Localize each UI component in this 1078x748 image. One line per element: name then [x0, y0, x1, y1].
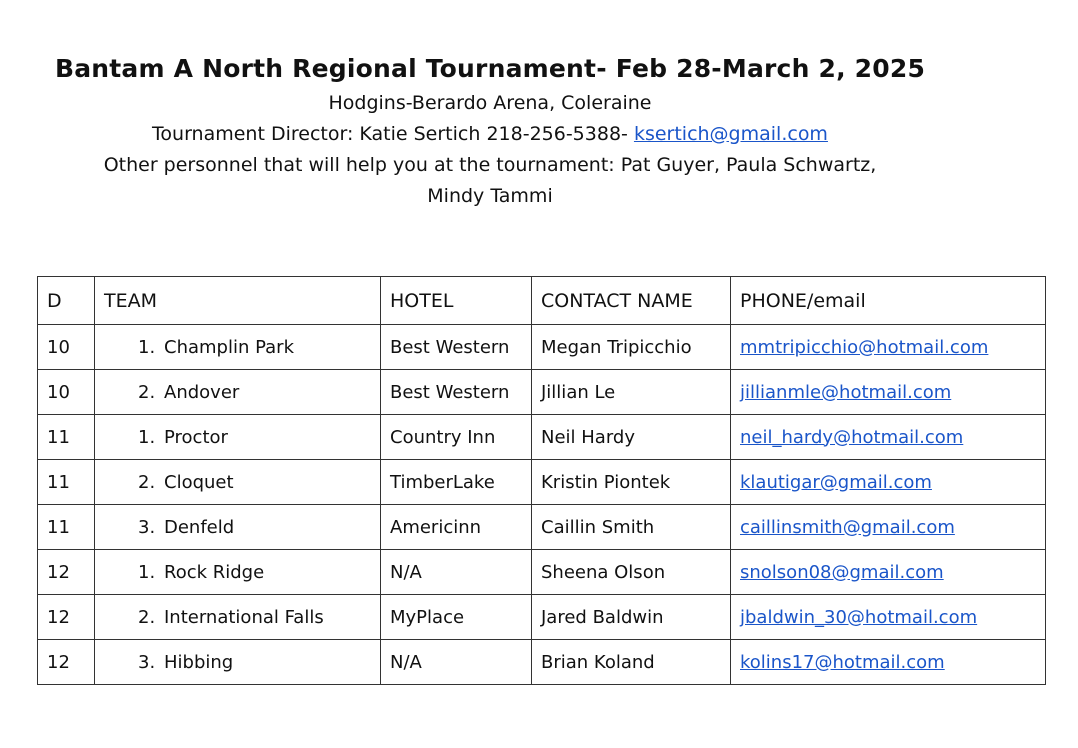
contact-name-cell: Jared Baldwin [532, 595, 731, 640]
team-name: International Falls [164, 606, 324, 628]
hotel-cell: TimberLake [381, 460, 532, 505]
venue-line: Hodgins-Berardo Arena, Coleraine [328, 92, 652, 114]
table-header-row [38, 277, 1046, 325]
division-cell: 11 [38, 460, 95, 505]
division-cell: 11 [38, 505, 95, 550]
team-rank: 1. [138, 561, 156, 583]
header-d: D [38, 277, 95, 325]
table-row [38, 325, 1046, 370]
table-row [38, 370, 1046, 415]
team-rank: 2. [138, 606, 156, 628]
division-cell: 12 [38, 550, 95, 595]
contact-name-cell: Neil Hardy [532, 415, 731, 460]
team-cell [95, 325, 381, 370]
hotel-cell: Best Western [381, 325, 532, 370]
division-cell: 12 [38, 595, 95, 640]
team-name: Cloquet [164, 471, 234, 493]
contact-name-cell: Jillian Le [532, 370, 731, 415]
email-link[interactable]: jillianmle@hotmail.com [740, 381, 952, 403]
division-cell: 11 [38, 415, 95, 460]
director-line [0, 119, 980, 150]
email-link[interactable]: snolson08@gmail.com [740, 561, 944, 583]
team-rank: 3. [138, 516, 156, 538]
team-rank: 1. [138, 336, 156, 358]
table-row [38, 505, 1046, 550]
table-body [38, 325, 1046, 685]
team-cell [95, 595, 381, 640]
team-cell [95, 550, 381, 595]
director-email-link[interactable]: ksertich@gmail.com [633, 123, 828, 145]
director-text: Tournament Director: Katie Sertich 218-256-5388- [152, 123, 634, 145]
email-cell [731, 595, 1046, 640]
page-title: Bantam A North Regional Tournament- Feb 28-March 2, 2025 [54, 54, 926, 83]
division-cell: 10 [38, 325, 95, 370]
email-link[interactable]: neil_hardy@hotmail.com [740, 426, 964, 448]
contact-name-cell: Megan Tripicchio [532, 325, 731, 370]
email-link[interactable]: mmtripicchio@hotmail.com [740, 336, 989, 358]
team-name: Proctor [164, 426, 228, 448]
team-rank: 1. [138, 426, 156, 448]
header-phone-email: PHONE/email [731, 277, 1046, 325]
team-name: Denfeld [164, 516, 235, 538]
team-cell [95, 640, 381, 685]
table-row [38, 415, 1046, 460]
contact-name-cell: Sheena Olson [532, 550, 731, 595]
team-cell [95, 505, 381, 550]
hotel-cell: Americinn [381, 505, 532, 550]
header-team: TEAM [95, 277, 381, 325]
header-contact-name: CONTACT NAME [532, 277, 731, 325]
teams-table [37, 276, 1046, 685]
team-rank: 3. [138, 651, 156, 673]
team-cell [95, 460, 381, 505]
email-cell [731, 460, 1046, 505]
contact-name-cell: Brian Koland [532, 640, 731, 685]
contact-name-cell: Kristin Piontek [532, 460, 731, 505]
hotel-cell: MyPlace [381, 595, 532, 640]
table-row [38, 550, 1046, 595]
division-cell: 12 [38, 640, 95, 685]
email-cell [731, 370, 1046, 415]
email-cell [731, 415, 1046, 460]
hotel-cell: N/A [381, 640, 532, 685]
email-link[interactable]: caillinsmith@gmail.com [740, 516, 955, 538]
division-cell: 10 [38, 370, 95, 415]
email-cell [731, 640, 1046, 685]
team-name: Hibbing [164, 651, 234, 673]
email-cell [731, 505, 1046, 550]
hotel-cell: Best Western [381, 370, 532, 415]
team-rank: 2. [138, 471, 156, 493]
table-row [38, 460, 1046, 505]
header-hotel: HOTEL [381, 277, 532, 325]
hotel-cell: N/A [381, 550, 532, 595]
document-header [0, 50, 980, 212]
team-name: Rock Ridge [164, 561, 265, 583]
team-name: Andover [164, 381, 240, 403]
email-link[interactable]: kolins17@hotmail.com [740, 651, 945, 673]
email-link[interactable]: klautigar@gmail.com [740, 471, 932, 493]
email-link[interactable]: jbaldwin_30@hotmail.com [740, 606, 978, 628]
team-cell [95, 415, 381, 460]
email-cell [731, 550, 1046, 595]
contact-name-cell: Caillin Smith [532, 505, 731, 550]
personnel-line-2: Mindy Tammi [427, 185, 553, 207]
team-rank: 2. [138, 381, 156, 403]
team-cell [95, 370, 381, 415]
email-cell [731, 325, 1046, 370]
personnel-line-1: Other personnel that will help you at the tournament: Pat Guyer, Paula Schwartz, [103, 154, 877, 176]
table-row [38, 595, 1046, 640]
hotel-cell: Country Inn [381, 415, 532, 460]
table-row [38, 640, 1046, 685]
team-name: Champlin Park [164, 336, 294, 358]
